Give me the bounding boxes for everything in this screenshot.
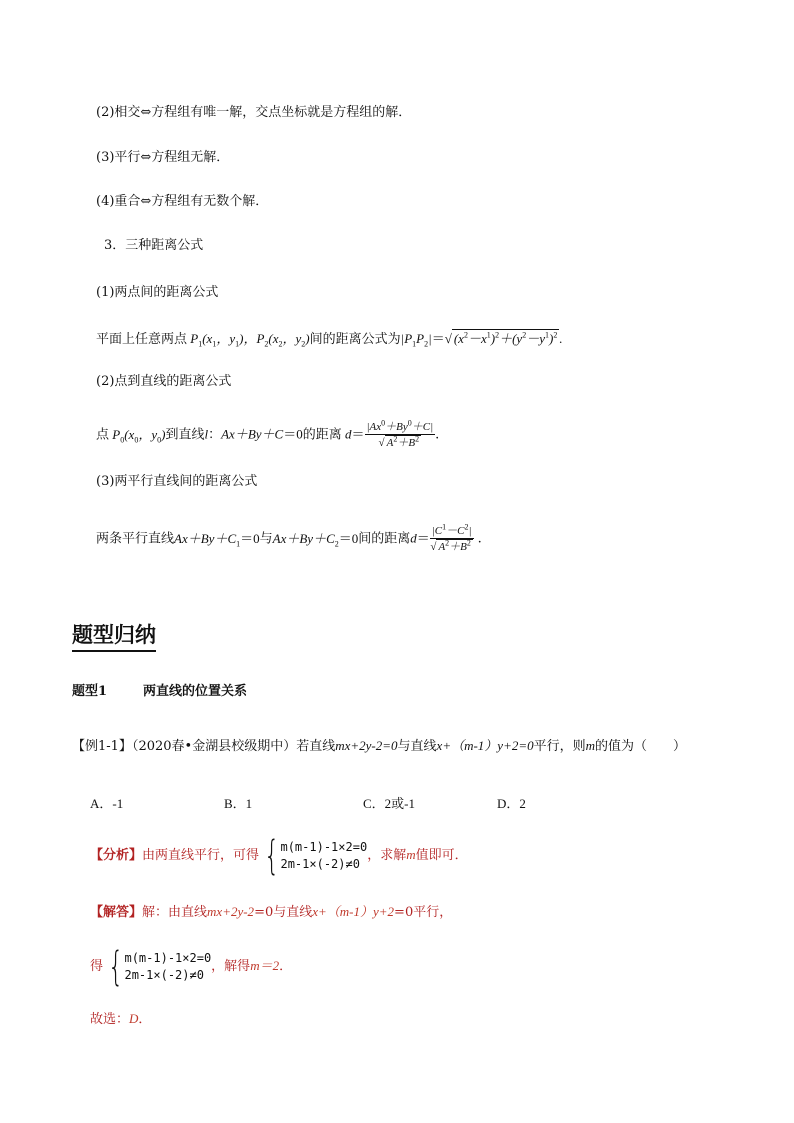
option-d[interactable] xyxy=(497,793,526,812)
conclusion-pre: 故选： xyxy=(90,1012,130,1027)
option-b[interactable] xyxy=(224,793,252,812)
dist2-mid2: 的距离 xyxy=(302,427,342,443)
analysis-sys2: 2m-1×(-2)≠0 xyxy=(280,856,360,871)
dist2-eq: Ax＋By＋C＝0 xyxy=(221,426,303,442)
option-c-value: 2或-1 xyxy=(384,796,416,811)
coincide-line: (4)重合⇔方程组有无数个解． xyxy=(96,194,269,209)
option-d-value: 2 xyxy=(519,796,526,811)
dist2-pre: 点 xyxy=(96,427,110,443)
dist3-fraction: $\frac{|C^1-C^2|}{√ A^2+B^2}$ xyxy=(430,522,472,553)
analysis-sys1: m(m-1)-1×2=0 xyxy=(280,839,368,854)
answer-system-line xyxy=(90,943,293,990)
dist1-expr: $|P_1P_2|=√$ $(x^2-x^1)^2+(y^2-y^1)^2$ . xyxy=(400,330,563,349)
answer-sys1: m(m-1)-1×2=0 xyxy=(124,950,212,965)
analysis-var: m xyxy=(406,847,416,862)
option-c-label: C． xyxy=(363,796,385,811)
example-text-a: 若直线 xyxy=(296,739,336,754)
answer-de: 得 xyxy=(90,959,104,974)
example-source: （2020春•金湖县校级期中） xyxy=(131,739,297,754)
analysis-pre: 由两直线平行，可得 xyxy=(142,848,260,863)
dist2-mid1: 到直线 xyxy=(165,427,205,443)
answer-post: ，解得 xyxy=(211,959,251,974)
answer-system: { m(m-1)-1×2=0 2m-1×(-2)≠0 xyxy=(108,943,212,990)
analysis-post-a: ，求解 xyxy=(367,848,407,863)
dist3-mid: 间的距离 xyxy=(358,531,411,547)
example-text-b: 与直线 xyxy=(397,739,437,754)
dist1-formula xyxy=(96,329,563,349)
option-a-value: -1 xyxy=(112,796,124,811)
example-text-d: 的值为（ ） xyxy=(595,739,687,754)
type1-heading xyxy=(72,683,247,701)
parallel-line: (3)平行⇔方程组无解． xyxy=(96,150,230,165)
dist3-d: d＝ xyxy=(410,530,430,546)
option-a[interactable] xyxy=(90,793,123,812)
answer-end: ． xyxy=(279,959,293,974)
dist3-pre: 两条平行直线 xyxy=(96,531,175,547)
answer-tag: 【解答】 xyxy=(90,905,143,920)
type1-title: 两直线的位置关系 xyxy=(143,684,248,699)
example-eq2: x+（m-1）y+2=0 xyxy=(436,738,534,753)
type1-label: 题型1 xyxy=(72,684,108,699)
dist1-pre: 平面上任意两点 xyxy=(96,332,188,347)
option-b-value: 1 xyxy=(245,796,253,811)
answer-eq2-tail: =0平行， xyxy=(394,905,453,920)
answer-line xyxy=(90,903,452,922)
answer-pre: 解：由直线 xyxy=(142,905,208,920)
example-eq1: mx+2y-2=0 xyxy=(335,738,398,753)
dist3-formula: 两条平行直线$Ax+By+C_1=0$与$Ax+By+C_2=0$间的距离d＝ $\frac{|C^1-C^2|}{√ A^2+B^2}$ . xyxy=(96,522,482,553)
analysis-tag: 【分析】 xyxy=(90,848,143,863)
dist2-d: d＝ xyxy=(341,426,365,442)
answer-sys2: 2m-1×(-2)≠0 xyxy=(124,967,204,982)
dist3-title: (3)两平行直线间的距离公式 xyxy=(96,474,258,489)
dist1-mid: 间的距离公式为 xyxy=(309,332,401,347)
dist3-eq2: $Ax+By+C_2=0$ xyxy=(272,530,359,549)
answer-eq2: x+（m-1）y+2 xyxy=(312,904,395,919)
example-question xyxy=(72,737,686,756)
option-c[interactable] xyxy=(363,793,415,812)
dist3-eq1: $Ax+By+C_1=0$ xyxy=(174,530,260,549)
analysis-post-b: 值即可． xyxy=(415,848,468,863)
answer-eq1-tail: =0与直线 xyxy=(254,905,313,920)
option-b-label: B． xyxy=(224,796,246,811)
dist1-points: $P_1(x_1$，$y_1$)，$P_2(x_2$，$y_2$) xyxy=(187,331,310,349)
dist1-title: (1)两点间的距离公式 xyxy=(96,285,219,300)
dist2-title: (2)点到直线的距离公式 xyxy=(96,374,232,389)
conclusion-end: ． xyxy=(138,1012,152,1027)
analysis-system: { m(m-1)-1×2=0 2m-1×(-2)≠0 xyxy=(264,832,368,879)
option-d-label: D． xyxy=(497,796,520,811)
dist2-formula: 点 $P_0(x_0$，$y_0$)到直线l：Ax＋By＋C＝0的距离 d＝ $\frac{|Ax^0+By^0+C|}{√ A^2+B^2}$ . xyxy=(96,418,440,449)
answer-eq1: mx+2y-2 xyxy=(207,904,255,919)
section-heading: 题型归纳 xyxy=(72,622,156,652)
analysis-block xyxy=(90,832,468,879)
option-a-label: A． xyxy=(90,796,113,811)
dist2-line: l xyxy=(204,426,209,442)
dist3-and: 与 xyxy=(259,531,273,547)
dist2-fraction: $\frac{|Ax^0+By^0+C|}{√ A^2+B^2}$ xyxy=(366,418,434,449)
intersect-line: (2)相交⇔方程组有唯一解，交点坐标就是方程组的解． xyxy=(96,105,412,120)
example-tag: 【例1-1】 xyxy=(72,739,132,754)
answer-result: m＝2 xyxy=(250,958,280,973)
conclusion-choice: D xyxy=(129,1011,139,1026)
example-var: m xyxy=(585,738,596,753)
example-text-c: 平行，则 xyxy=(533,739,586,754)
conclusion-line xyxy=(90,1010,151,1029)
dist2-point: $P_0(x_0$，$y_0$) xyxy=(109,426,166,445)
section3-title: 3．三种距离公式 xyxy=(104,238,204,253)
